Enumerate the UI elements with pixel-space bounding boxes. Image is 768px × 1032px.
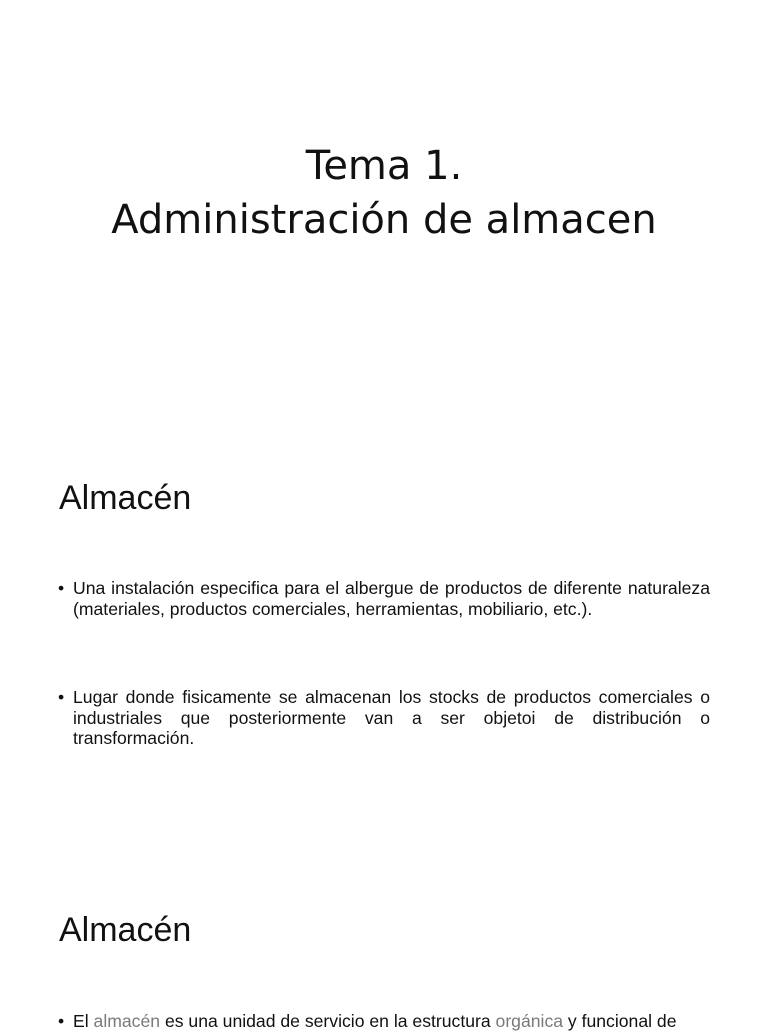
bullet-item xyxy=(58,1011,710,1032)
title-line-1: Tema 1. xyxy=(305,142,463,189)
bullet-item xyxy=(58,578,710,619)
bullet-marker: • xyxy=(58,578,65,598)
bullet-marker: • xyxy=(58,1011,65,1031)
bullet-list xyxy=(58,1011,710,1032)
almacen-link[interactable]: almacén xyxy=(93,1011,161,1031)
bullet-marker: • xyxy=(58,687,65,707)
bullet-text: Lugar donde fisicamente se almacenan los stocks de productos comerciales o industriales que posteriormente van a ser objetoi de distribución o transformación. xyxy=(73,687,710,748)
slide-heading: Almacén xyxy=(59,911,192,949)
slide-heading: Almacén xyxy=(59,479,192,517)
bullet-text-part: y funcional de xyxy=(563,1011,677,1031)
slide-title xyxy=(0,0,768,432)
title-line-2: Administración de almacen xyxy=(111,196,657,243)
slide-title-heading xyxy=(0,139,768,247)
organica-link[interactable]: orgánica xyxy=(495,1011,564,1031)
bullet-text: Una instalación especifica para el albergue de productos de diferente naturaleza (materiales, productos comerciales, herramientas, mobiliario, etc.). xyxy=(73,578,710,619)
bullet-text-part: es una unidad de servicio en la estructura xyxy=(160,1011,496,1031)
bullet-item xyxy=(58,687,710,749)
slide-almacen-service-unit xyxy=(0,864,768,1031)
slide-almacen-definitions xyxy=(0,432,768,864)
bullet-text-part: El xyxy=(73,1011,94,1031)
bullet-list xyxy=(58,578,710,749)
